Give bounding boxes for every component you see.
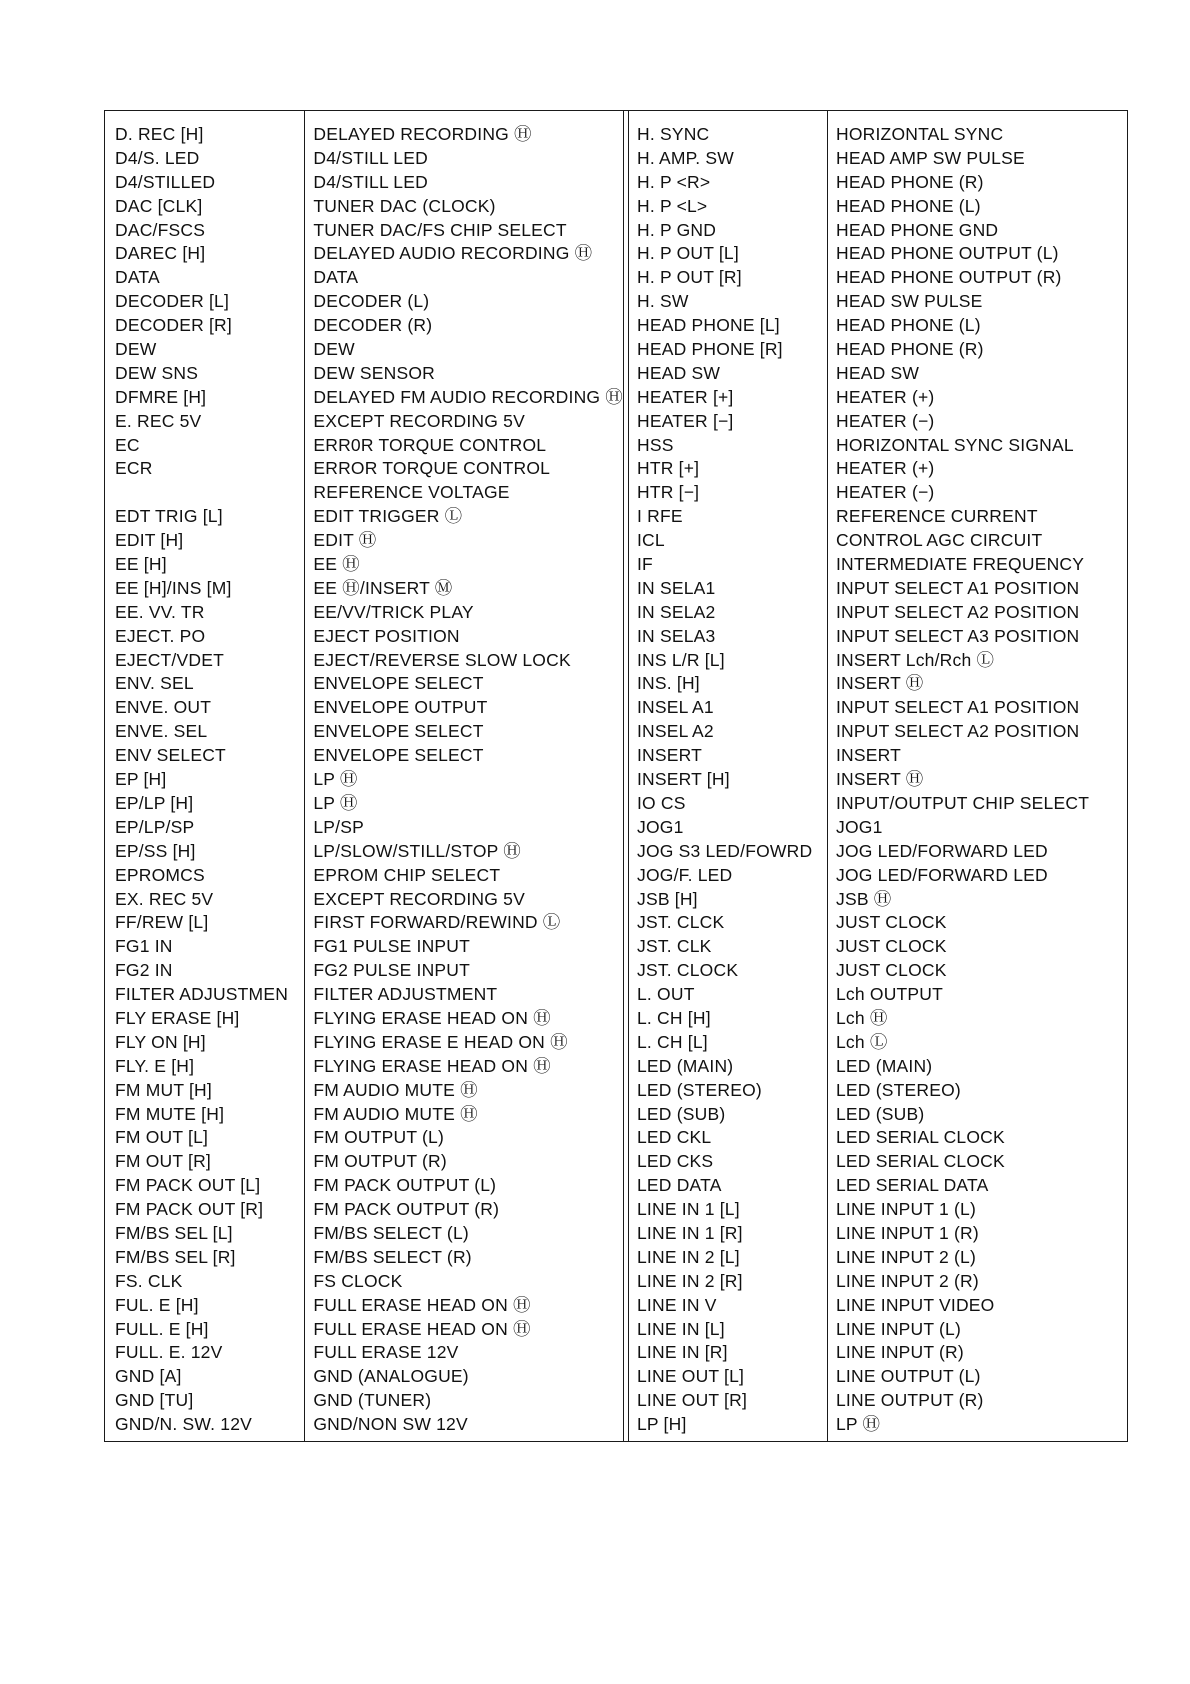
signal-description: LINE OUTPUT (R) bbox=[836, 1390, 984, 1411]
signal-name: D4/STILLED bbox=[115, 171, 216, 192]
signal-description: INTERMEDIATE FREQUENCY bbox=[836, 554, 1085, 575]
signal-description: INSERT bbox=[836, 745, 902, 766]
signal-description: INPUT SELECT A1 POSITION bbox=[836, 577, 1080, 598]
signal-description: EE Ⓗ/INSERT Ⓜ bbox=[313, 577, 453, 598]
signal-name: IN SELA3 bbox=[637, 625, 716, 646]
signal-description: JSB Ⓗ bbox=[836, 888, 892, 909]
signal-description: FULL ERASE 12V bbox=[313, 1342, 459, 1363]
signal-description: ENVELOPE SELECT bbox=[313, 745, 484, 766]
signal-description: DEW SENSOR bbox=[313, 362, 435, 383]
signal-name: L. CH [H] bbox=[637, 1007, 711, 1028]
signal-name: DEW SNS bbox=[115, 362, 199, 383]
signal-description: HEAD PHONE (R) bbox=[836, 171, 984, 192]
signal-description: DELAYED RECORDING Ⓗ bbox=[313, 124, 532, 144]
signal-description: INSERT Lch/Rch Ⓛ bbox=[836, 649, 995, 670]
signal-description: LP Ⓗ bbox=[313, 769, 358, 790]
signal-description: HORIZONTAL SYNC SIGNAL bbox=[836, 434, 1074, 455]
signal-name: LINE IN V bbox=[637, 1294, 717, 1315]
signal-description: TUNER DAC (CLOCK) bbox=[313, 195, 496, 216]
signal-name: DAC/FSCS bbox=[115, 219, 206, 240]
signal-name: ENVE. SEL bbox=[115, 721, 208, 742]
signal-name: EP/SS [H] bbox=[115, 840, 196, 861]
signal-name: ENV. SEL bbox=[115, 673, 194, 694]
signal-name: H. SYNC bbox=[637, 124, 710, 144]
signal-description: EDIT Ⓗ bbox=[313, 530, 377, 551]
signal-name: LINE IN [L] bbox=[637, 1318, 725, 1339]
signal-description: DELAYED FM AUDIO RECORDING Ⓗ bbox=[313, 386, 623, 407]
signal-description: FULL ERASE HEAD ON Ⓗ bbox=[313, 1318, 531, 1339]
signal-name: FF/REW [L] bbox=[115, 912, 209, 933]
signal-description: JOG LED/FORWARD LED bbox=[836, 864, 1048, 885]
signal-description: LED (MAIN) bbox=[836, 1055, 933, 1076]
signal-description: Lch Ⓗ bbox=[836, 1007, 888, 1028]
signal-name: E. REC 5V bbox=[115, 410, 202, 431]
signal-description: JUST CLOCK bbox=[836, 912, 947, 933]
signal-description: FM/BS SELECT (L) bbox=[313, 1222, 469, 1243]
signal-name: EC bbox=[115, 434, 140, 455]
signal-description: JOG LED/FORWARD LED bbox=[836, 840, 1048, 861]
signal-description: LP Ⓗ bbox=[836, 1414, 881, 1435]
signal-description: INPUT SELECT A2 POSITION bbox=[836, 721, 1080, 742]
signal-name: FM/BS SEL [L] bbox=[115, 1222, 233, 1243]
signal-description: LINE INPUT 1 (R) bbox=[836, 1222, 979, 1243]
signal-description: Lch OUTPUT bbox=[836, 984, 944, 1005]
signal-name: HEATER [−] bbox=[637, 410, 734, 431]
signal-name: EJECT. PO bbox=[115, 625, 206, 646]
signal-name: EPROMCS bbox=[115, 864, 205, 885]
signal-name: FM PACK OUT [L] bbox=[115, 1175, 261, 1196]
signal-description: REFERENCE CURRENT bbox=[836, 506, 1038, 527]
signal-description: DELAYED AUDIO RECORDING Ⓗ bbox=[313, 243, 593, 264]
signal-name: H. AMP. SW bbox=[637, 147, 734, 168]
signal-description: FM AUDIO MUTE Ⓗ bbox=[313, 1103, 478, 1124]
signal-description: FLYING ERASE HEAD ON Ⓗ bbox=[313, 1007, 551, 1028]
signal-name: EP/LP/SP bbox=[115, 816, 195, 837]
signal-name: IO CS bbox=[637, 792, 686, 813]
signal-name: FM OUT [R] bbox=[115, 1151, 211, 1172]
signal-name: EE. VV. TR bbox=[115, 601, 205, 622]
signal-description: LINE INPUT 2 (L) bbox=[836, 1246, 976, 1267]
description-column bbox=[828, 111, 1127, 1441]
signal-description: LP/SLOW/STILL/STOP Ⓗ bbox=[313, 840, 521, 861]
signal-description: TUNER DAC/FS CHIP SELECT bbox=[313, 219, 567, 240]
signal-abbreviation-table bbox=[104, 110, 1128, 1442]
signal-name: DATA bbox=[115, 267, 160, 288]
signal-name: HEAD PHONE [R] bbox=[637, 339, 783, 360]
signal-name-column bbox=[629, 111, 828, 1441]
signal-name: DECODER [L] bbox=[115, 291, 230, 312]
signal-description: FLYING ERASE E HEAD ON Ⓗ bbox=[313, 1031, 568, 1052]
signal-name: H. SW bbox=[637, 291, 689, 312]
signal-description: LP Ⓗ bbox=[313, 792, 358, 813]
description-column bbox=[305, 111, 623, 1441]
signal-description: FM PACK OUTPUT (R) bbox=[313, 1199, 500, 1220]
signal-description: ERR0R TORQUE CONTROL bbox=[313, 434, 547, 455]
signal-description: LINE INPUT (L) bbox=[836, 1318, 962, 1339]
signal-name: DAC [CLK] bbox=[115, 195, 203, 216]
signal-name: JOG/F. LED bbox=[637, 864, 733, 885]
signal-name: JSB [H] bbox=[637, 888, 698, 909]
signal-name: EE [H] bbox=[115, 554, 167, 575]
signal-description: LP/SP bbox=[313, 816, 364, 837]
signal-name: LINE IN 1 [R] bbox=[637, 1222, 743, 1243]
signal-name: ENV SELECT bbox=[115, 745, 226, 766]
signal-name: FM PACK OUT [R] bbox=[115, 1199, 264, 1220]
signal-name: ECR bbox=[115, 458, 153, 479]
signal-name: FLY ERASE [H] bbox=[115, 1007, 240, 1028]
signal-description: HEAD PHONE (L) bbox=[836, 195, 981, 216]
signal-description: LED (STEREO) bbox=[836, 1079, 961, 1100]
signal-description: FM/BS SELECT (R) bbox=[313, 1246, 472, 1267]
signal-name: HTR [+] bbox=[637, 458, 700, 479]
signal-name: EE [H]/INS [M] bbox=[115, 577, 232, 598]
signal-name: FS. CLK bbox=[115, 1270, 183, 1291]
signal-description: LINE INPUT VIDEO bbox=[836, 1294, 995, 1315]
signal-description: ENVELOPE OUTPUT bbox=[313, 697, 488, 718]
signal-description: HEATER (+) bbox=[836, 458, 935, 479]
signal-description: REFERENCE VOLTAGE bbox=[313, 482, 510, 503]
signal-description: FM AUDIO MUTE Ⓗ bbox=[313, 1079, 478, 1100]
signal-name: EDIT [H] bbox=[115, 530, 184, 551]
signal-name: JST. CLK bbox=[637, 936, 712, 957]
signal-description: ENVELOPE SELECT bbox=[313, 721, 484, 742]
signal-name: EJECT/VDET bbox=[115, 649, 224, 670]
signal-name: GND/N. SW. 12V bbox=[115, 1414, 252, 1435]
signal-name: I RFE bbox=[637, 506, 683, 527]
signal-description: GND (ANALOGUE) bbox=[313, 1366, 469, 1387]
signal-name: FULL. E [H] bbox=[115, 1318, 209, 1339]
signal-description: DECODER (L) bbox=[313, 291, 430, 312]
signal-name: DFMRE [H] bbox=[115, 386, 207, 407]
signal-description: HORIZONTAL SYNC bbox=[836, 124, 1004, 144]
signal-description: EJECT/REVERSE SLOW LOCK bbox=[313, 649, 571, 670]
signal-name: ENVE. OUT bbox=[115, 697, 212, 718]
signal-description: INPUT SELECT A2 POSITION bbox=[836, 601, 1080, 622]
signal-name: LP [H] bbox=[637, 1414, 687, 1435]
signal-description: LINE OUTPUT (L) bbox=[836, 1366, 981, 1387]
signal-description: JOG1 bbox=[836, 816, 883, 837]
signal-description: FM OUTPUT (L) bbox=[313, 1127, 444, 1148]
signal-name-column bbox=[105, 111, 305, 1441]
signal-name: HEATER [+] bbox=[637, 386, 734, 407]
signal-name: IN SELA2 bbox=[637, 601, 716, 622]
signal-description: EPROM CHIP SELECT bbox=[313, 864, 501, 885]
signal-description: JUST CLOCK bbox=[836, 936, 947, 957]
signal-description: GND (TUNER) bbox=[313, 1390, 432, 1411]
signal-description: HEAD AMP SW PULSE bbox=[836, 147, 1025, 168]
signal-name: FULL. E. 12V bbox=[115, 1342, 223, 1363]
signal-description: HEAD PHONE OUTPUT (L) bbox=[836, 243, 1059, 264]
signal-description: INPUT SELECT A1 POSITION bbox=[836, 697, 1080, 718]
signal-name: IN SELA1 bbox=[637, 577, 716, 598]
signal-name: JST. CLCK bbox=[637, 912, 725, 933]
signal-description: DECODER (R) bbox=[313, 315, 433, 336]
signal-name: H. P <L> bbox=[637, 195, 708, 216]
signal-name: GND [TU] bbox=[115, 1390, 194, 1411]
signal-description: FIRST FORWARD/REWIND Ⓛ bbox=[313, 912, 561, 933]
signal-name: FM MUT [H] bbox=[115, 1079, 212, 1100]
signal-name: HEAD PHONE [L] bbox=[637, 315, 780, 336]
signal-description: CONTROL AGC CIRCUIT bbox=[836, 530, 1043, 551]
signal-name: L. CH [L] bbox=[637, 1031, 708, 1052]
signal-name: LINE IN [R] bbox=[637, 1342, 728, 1363]
signal-description: D4/STILL LED bbox=[313, 147, 428, 168]
signal-name: FM OUT [L] bbox=[115, 1127, 209, 1148]
signal-name: FILTER ADJUSTMEN bbox=[115, 984, 289, 1005]
signal-description: JUST CLOCK bbox=[836, 960, 947, 981]
signal-name: FG1 IN bbox=[115, 936, 173, 957]
signal-name: INS. [H] bbox=[637, 673, 700, 694]
signal-description: HEATER (−) bbox=[836, 482, 935, 503]
signal-description: HEAD PHONE GND bbox=[836, 219, 999, 240]
signal-description: GND/NON SW 12V bbox=[313, 1414, 468, 1435]
signal-name: H. P OUT [L] bbox=[637, 243, 739, 264]
signal-description: FG1 PULSE INPUT bbox=[313, 936, 471, 957]
signal-name: HTR [−] bbox=[637, 482, 700, 503]
signal-name: LED (SUB) bbox=[637, 1103, 726, 1124]
signal-description: FULL ERASE HEAD ON Ⓗ bbox=[313, 1294, 531, 1315]
signal-name: LINE OUT [R] bbox=[637, 1390, 748, 1411]
signal-name: FLY ON [H] bbox=[115, 1031, 206, 1052]
signal-name: D4/S. LED bbox=[115, 147, 200, 168]
signal-description: EE Ⓗ bbox=[313, 554, 360, 575]
signal-name: EP [H] bbox=[115, 769, 167, 790]
signal-name: HSS bbox=[637, 434, 674, 455]
signal-description: LINE INPUT 2 (R) bbox=[836, 1270, 979, 1291]
signal-name: INSERT [H] bbox=[637, 769, 730, 790]
signal-name: GND [A] bbox=[115, 1366, 182, 1387]
signal-name: EDT TRIG [L] bbox=[115, 506, 223, 527]
signal-name: DAREC [H] bbox=[115, 243, 206, 264]
signal-description: INPUT SELECT A3 POSITION bbox=[836, 625, 1080, 646]
signal-name: INS L/R [L] bbox=[637, 649, 725, 670]
signal-name: FM MUTE [H] bbox=[115, 1103, 225, 1124]
signal-description: HEAD SW PULSE bbox=[836, 291, 983, 312]
signal-description: FM PACK OUTPUT (L) bbox=[313, 1175, 497, 1196]
signal-description: HEAD PHONE OUTPUT (R) bbox=[836, 267, 1062, 288]
signal-description: FG2 PULSE INPUT bbox=[313, 960, 471, 981]
signal-name: INSEL A1 bbox=[637, 697, 714, 718]
signal-description: DATA bbox=[313, 267, 359, 288]
signal-description: EXCEPT RECORDING 5V bbox=[313, 888, 525, 909]
signal-name: JST. CLOCK bbox=[637, 960, 739, 981]
signal-name: L. OUT bbox=[637, 984, 695, 1005]
signal-description: EDIT TRIGGER Ⓛ bbox=[313, 506, 463, 527]
signal-description: EE/VV/TRICK PLAY bbox=[313, 601, 474, 622]
signal-description: HEATER (+) bbox=[836, 386, 935, 407]
signal-name: HEAD SW bbox=[637, 362, 721, 383]
signal-name: LINE OUT [L] bbox=[637, 1366, 745, 1387]
signal-description: FS CLOCK bbox=[313, 1270, 403, 1291]
signal-description: INPUT/OUTPUT CHIP SELECT bbox=[836, 792, 1090, 813]
signal-name: LINE IN 2 [R] bbox=[637, 1270, 743, 1291]
signal-name bbox=[115, 481, 304, 505]
signal-description: LINE INPUT 1 (L) bbox=[836, 1199, 976, 1220]
signal-description: LED (SUB) bbox=[836, 1103, 925, 1124]
signal-name: LED (MAIN) bbox=[637, 1055, 734, 1076]
signal-description: INSERT Ⓗ bbox=[836, 673, 924, 694]
signal-name: IF bbox=[637, 554, 653, 575]
signal-description: FILTER ADJUSTMENT bbox=[313, 984, 498, 1005]
signal-description: INSERT Ⓗ bbox=[836, 769, 924, 790]
signal-description: LED SERIAL CLOCK bbox=[836, 1151, 1005, 1172]
signal-name: H. P GND bbox=[637, 219, 717, 240]
left-half bbox=[105, 111, 624, 1441]
signal-description: HEAD SW bbox=[836, 362, 920, 383]
signal-name: D. REC [H] bbox=[115, 124, 204, 144]
signal-name: ICL bbox=[637, 530, 665, 551]
signal-name: LED (STEREO) bbox=[637, 1079, 762, 1100]
signal-description: HEAD PHONE (R) bbox=[836, 339, 984, 360]
signal-name: DEW bbox=[115, 339, 157, 360]
signal-description: FLYING ERASE HEAD ON Ⓗ bbox=[313, 1055, 551, 1076]
signal-description: Lch Ⓛ bbox=[836, 1031, 888, 1052]
signal-name: EP/LP [H] bbox=[115, 792, 194, 813]
right-half bbox=[628, 111, 1127, 1441]
signal-description: FM OUTPUT (R) bbox=[313, 1151, 447, 1172]
signal-name: H. P OUT [R] bbox=[637, 267, 742, 288]
signal-name: LINE IN 2 [L] bbox=[637, 1246, 740, 1267]
signal-name: FLY. E [H] bbox=[115, 1055, 195, 1076]
signal-name: FUL. E [H] bbox=[115, 1294, 199, 1315]
signal-description: LED SERIAL CLOCK bbox=[836, 1127, 1005, 1148]
signal-description: LINE INPUT (R) bbox=[836, 1342, 964, 1363]
signal-description: D4/STILL LED bbox=[313, 171, 428, 192]
signal-description: HEAD PHONE (L) bbox=[836, 315, 981, 336]
signal-name: DECODER [R] bbox=[115, 315, 232, 336]
signal-name: JOG1 bbox=[637, 816, 684, 837]
signal-name: LED DATA bbox=[637, 1175, 722, 1196]
signal-name: LINE IN 1 [L] bbox=[637, 1199, 740, 1220]
signal-description: ERROR TORQUE CONTROL bbox=[313, 458, 551, 479]
signal-name: JOG S3 LED/FOWRD bbox=[637, 840, 813, 861]
signal-name: LED CKL bbox=[637, 1127, 712, 1148]
signal-name: LED CKS bbox=[637, 1151, 714, 1172]
signal-description: HEATER (−) bbox=[836, 410, 935, 431]
signal-name: EX. REC 5V bbox=[115, 888, 214, 909]
signal-description: DEW bbox=[313, 339, 355, 360]
signal-description: EXCEPT RECORDING 5V bbox=[313, 410, 525, 431]
signal-name: FG2 IN bbox=[115, 960, 173, 981]
signal-name: FM/BS SEL [R] bbox=[115, 1246, 236, 1267]
signal-name: INSERT bbox=[637, 745, 703, 766]
signal-name: INSEL A2 bbox=[637, 721, 714, 742]
signal-name: H. P <R> bbox=[637, 171, 711, 192]
signal-description: LED SERIAL DATA bbox=[836, 1175, 989, 1196]
signal-description: EJECT POSITION bbox=[313, 625, 460, 646]
signal-description: ENVELOPE SELECT bbox=[313, 673, 484, 694]
